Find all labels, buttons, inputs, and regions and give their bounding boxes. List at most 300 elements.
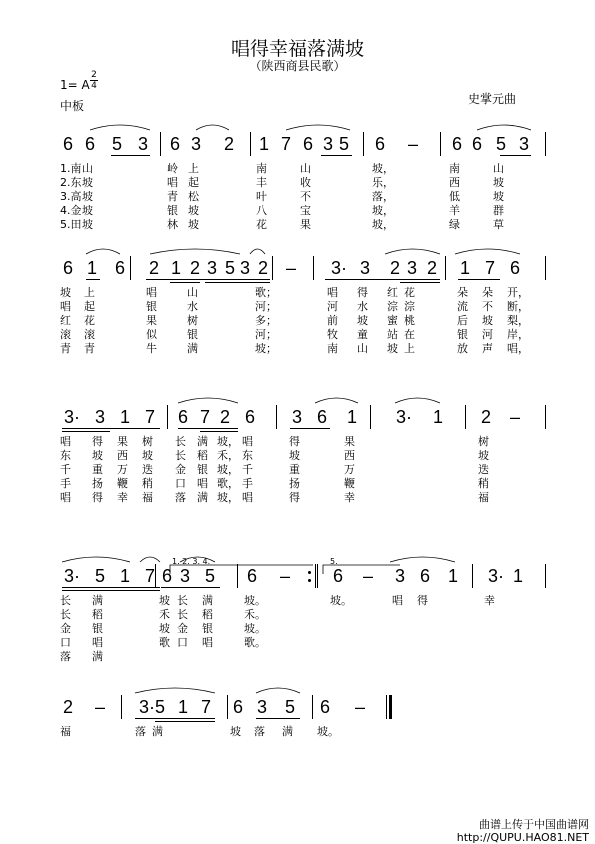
lyric-syllable: 万 bbox=[117, 463, 128, 476]
beam-underline-double bbox=[110, 590, 160, 591]
bar-line bbox=[386, 695, 387, 719]
lyric-syllable: 银 bbox=[146, 300, 157, 313]
lyric-syllable: 坡 bbox=[188, 204, 199, 217]
lyric-syllable: 似 bbox=[146, 328, 157, 341]
lyric-syllable: 岭 bbox=[167, 162, 178, 175]
lyric-syllable: 唱 bbox=[242, 491, 253, 504]
lyric-syllable: 歌； bbox=[255, 286, 277, 299]
note: 3 bbox=[518, 134, 529, 154]
lyric-syllable: 唱 bbox=[392, 594, 403, 607]
beam-underline bbox=[458, 279, 500, 280]
note: 1 bbox=[170, 258, 181, 278]
lyric-syllable: 坡 bbox=[82, 190, 93, 203]
note: 1 bbox=[432, 407, 443, 427]
lyric-syllable: 牛 bbox=[146, 342, 157, 355]
note: 7 bbox=[200, 697, 211, 717]
lyric-syllable: 放 bbox=[457, 342, 468, 355]
lyric-syllable: 重 bbox=[289, 463, 300, 476]
lyric-syllable: 稍 bbox=[142, 477, 153, 490]
lyric-syllable: 幸 bbox=[344, 491, 355, 504]
lyric-syllable: 口 bbox=[60, 636, 71, 649]
lyric-syllable: 上 bbox=[84, 286, 95, 299]
lyric-syllable: 坡， bbox=[372, 218, 394, 231]
slur bbox=[90, 125, 150, 130]
lyric-syllable: 青 bbox=[167, 190, 178, 203]
lyric-syllable: 断， bbox=[507, 300, 529, 313]
lyric-syllable: 福 bbox=[142, 491, 153, 504]
lyric-syllable: 梨， bbox=[507, 314, 529, 327]
lyric-syllable: 站 bbox=[387, 328, 398, 341]
note: 5 bbox=[284, 697, 295, 717]
lyric-syllable: 满 bbox=[187, 342, 198, 355]
lyric-syllable: 唱 bbox=[242, 435, 253, 448]
lyric-syllable: 坡 bbox=[482, 314, 493, 327]
bar-line bbox=[272, 256, 273, 280]
lyric-syllable: 长 bbox=[60, 608, 71, 621]
note: 3 bbox=[239, 258, 250, 278]
lyric-syllable: 唱 bbox=[167, 176, 178, 189]
lyric-syllable: 山 bbox=[357, 342, 368, 355]
lyric-syllable: 银 bbox=[197, 463, 208, 476]
lyric-syllable: 长 bbox=[175, 435, 186, 448]
lyric-syllable: 福 bbox=[478, 491, 489, 504]
lyric-syllable: 多； bbox=[255, 314, 277, 327]
lyric-syllable: 羊 bbox=[449, 204, 460, 217]
lyric-syllable: 千 bbox=[60, 463, 71, 476]
note: 6 bbox=[114, 258, 125, 278]
beam-underline-double bbox=[205, 282, 270, 283]
lyric-syllable: 淙 bbox=[387, 300, 398, 313]
note: 6 bbox=[62, 134, 73, 154]
note: 1 bbox=[512, 566, 523, 586]
bar-line bbox=[317, 564, 318, 588]
lyric-syllable: 南 bbox=[327, 342, 338, 355]
bar-line bbox=[250, 132, 251, 156]
lyric-syllable: 起 bbox=[188, 176, 199, 189]
bar-line bbox=[237, 564, 238, 588]
note: 3 bbox=[206, 258, 217, 278]
lyric-syllable: 坡 bbox=[92, 449, 103, 462]
lyric-syllable: 淙 bbox=[404, 300, 415, 313]
bar-line bbox=[130, 256, 131, 280]
lyric-syllable: 坡 bbox=[387, 342, 398, 355]
note: 3 bbox=[256, 697, 267, 717]
lyric-syllable: 东 bbox=[242, 449, 253, 462]
beam-underline-double bbox=[200, 431, 238, 432]
note: 6 bbox=[161, 566, 172, 586]
lyric-syllable: 唱 bbox=[197, 477, 208, 490]
note: 1 bbox=[258, 134, 269, 154]
bar-line bbox=[440, 132, 441, 156]
lyric-syllable: 山 bbox=[82, 162, 93, 175]
bar-line bbox=[545, 405, 546, 429]
lyric-syllable: 1.南 bbox=[60, 162, 82, 175]
note: 1 bbox=[447, 566, 458, 586]
bar-line bbox=[121, 695, 122, 719]
lyric-syllable: 红 bbox=[387, 286, 398, 299]
lyric-syllable: 迭 bbox=[478, 463, 489, 476]
slur bbox=[62, 557, 130, 562]
lyric-syllable: 金 bbox=[60, 622, 71, 635]
lyric-syllable: 坡， bbox=[217, 463, 239, 476]
beam-underline bbox=[86, 279, 100, 280]
lyric-syllable: 4.金 bbox=[60, 204, 82, 217]
slur bbox=[178, 398, 238, 403]
note: 5 bbox=[224, 258, 235, 278]
lyric-syllable: 河 bbox=[482, 328, 493, 341]
note: 7 bbox=[144, 566, 155, 586]
lyric-syllable: 3.高 bbox=[60, 190, 82, 203]
bar-line bbox=[370, 405, 371, 429]
lyric-syllable: 银 bbox=[92, 622, 103, 635]
lyric-syllable: 坡 bbox=[230, 725, 241, 738]
lyric-syllable: 手 bbox=[242, 477, 253, 490]
key-signature: 1= A bbox=[60, 78, 90, 92]
lyric-syllable: 满 bbox=[202, 594, 213, 607]
lyric-syllable: 得 bbox=[92, 435, 103, 448]
beam-underline bbox=[111, 155, 150, 156]
lyric-syllable: 朵 bbox=[482, 286, 493, 299]
lyric-syllable: 牧 bbox=[327, 328, 338, 341]
lyric-syllable: 水 bbox=[187, 300, 198, 313]
lyric-syllable: 禾， bbox=[217, 449, 239, 462]
slur bbox=[315, 398, 358, 403]
slur bbox=[150, 249, 240, 254]
note: 3· bbox=[330, 258, 347, 278]
note: 5 bbox=[338, 134, 349, 154]
lyric-syllable: 河； bbox=[255, 300, 277, 313]
slur bbox=[286, 125, 350, 130]
volta-second-label: 5. bbox=[330, 557, 338, 566]
lyric-syllable: 坡 bbox=[159, 594, 170, 607]
lyric-syllable: 重 bbox=[92, 463, 103, 476]
lyric-syllable: 上 bbox=[404, 342, 415, 355]
lyric-syllable: 长 bbox=[60, 594, 71, 607]
note: – bbox=[354, 697, 365, 717]
note: 6 bbox=[169, 134, 180, 154]
lyric-syllable: 坡 bbox=[289, 449, 300, 462]
lyric-syllable: 花 bbox=[256, 218, 267, 231]
beam-underline bbox=[146, 279, 270, 280]
lyric-syllable: 坡 bbox=[357, 314, 368, 327]
beam-underline bbox=[161, 587, 220, 588]
note: 1 bbox=[86, 258, 97, 278]
composer: 史掌元曲 bbox=[468, 92, 517, 106]
beam-underline bbox=[62, 587, 160, 588]
lyric-syllable: 树 bbox=[187, 314, 198, 327]
note: 1 bbox=[459, 258, 470, 278]
lyric-syllable: 八 bbox=[256, 204, 267, 217]
lyric-syllable: 宝 bbox=[300, 204, 311, 217]
lyric-syllable: 5.田 bbox=[60, 218, 82, 231]
lyric-syllable: 唱 bbox=[60, 300, 71, 313]
note: 2 bbox=[223, 134, 234, 154]
note: 5 bbox=[94, 566, 105, 586]
lyric-syllable: 满 bbox=[92, 594, 103, 607]
lyric-syllable: 滚 bbox=[84, 328, 95, 341]
lyric-syllable: 南 bbox=[449, 162, 460, 175]
slur bbox=[390, 557, 455, 562]
note: 1 bbox=[346, 407, 357, 427]
note: 1 bbox=[119, 407, 130, 427]
note: 2 bbox=[62, 697, 73, 717]
repeat-dot bbox=[308, 579, 311, 582]
lyric-syllable: 迭 bbox=[142, 463, 153, 476]
note: 3 bbox=[94, 407, 105, 427]
lyric-syllable: 流 bbox=[457, 300, 468, 313]
beam-underline bbox=[500, 155, 531, 156]
lyric-syllable: 河； bbox=[255, 328, 277, 341]
note: 3· bbox=[487, 566, 504, 586]
note: 6 bbox=[316, 407, 327, 427]
lyric-syllable: 不 bbox=[300, 190, 311, 203]
note: – bbox=[509, 407, 520, 427]
note: 3· bbox=[138, 697, 155, 717]
lyric-syllable: 坡， bbox=[217, 435, 239, 448]
lyric-syllable: 坡 bbox=[82, 218, 93, 231]
bar-line bbox=[227, 695, 228, 719]
note: – bbox=[285, 258, 296, 278]
time-signature-top: 2 bbox=[91, 70, 97, 80]
note: 3 bbox=[359, 258, 370, 278]
lyric-syllable: 坡 bbox=[142, 449, 153, 462]
beam-underline bbox=[290, 428, 330, 429]
lyric-syllable: 满 bbox=[197, 435, 208, 448]
beam-underline bbox=[178, 428, 238, 429]
lyric-syllable: 坡， bbox=[372, 162, 394, 175]
lyric-syllable: 满 bbox=[197, 491, 208, 504]
lyric-syllable: 蜜 bbox=[387, 314, 398, 327]
lyric-syllable: 扬 bbox=[92, 477, 103, 490]
lyric-syllable: 前 bbox=[327, 314, 338, 327]
lyric-syllable: 唱 bbox=[92, 636, 103, 649]
note: 6 bbox=[62, 258, 73, 278]
bar-line bbox=[312, 695, 313, 719]
lyric-syllable: 开， bbox=[507, 286, 529, 299]
beam-underline-double bbox=[170, 282, 200, 283]
lyric-syllable: 西 bbox=[344, 449, 355, 462]
note: 2 bbox=[219, 407, 230, 427]
lyric-syllable: 银 bbox=[167, 204, 178, 217]
note: 5 bbox=[154, 697, 165, 717]
note: 3 bbox=[394, 566, 405, 586]
lyric-syllable: 得 bbox=[289, 491, 300, 504]
note: 2 bbox=[480, 407, 491, 427]
lyric-syllable: 坡 bbox=[82, 204, 93, 217]
bar-line bbox=[445, 256, 446, 280]
lyric-syllable: 落 bbox=[135, 725, 146, 738]
note: 7 bbox=[144, 407, 155, 427]
beam-underline-double bbox=[400, 282, 440, 283]
tempo-marking: 中板 bbox=[60, 99, 85, 113]
bar-line bbox=[155, 564, 156, 588]
lyric-syllable: 鞭 bbox=[117, 477, 128, 490]
lyric-syllable: 坡； bbox=[255, 342, 277, 355]
note: 3· bbox=[63, 407, 80, 427]
lyric-syllable: 满 bbox=[152, 725, 163, 738]
lyric-syllable: 唱 bbox=[60, 435, 71, 448]
note: 3 bbox=[406, 258, 417, 278]
lyric-syllable: 万 bbox=[344, 463, 355, 476]
lyric-syllable: 银 bbox=[457, 328, 468, 341]
lyric-syllable: 青 bbox=[60, 342, 71, 355]
lyric-syllable: 金 bbox=[175, 463, 186, 476]
lyric-syllable: 稻 bbox=[92, 608, 103, 621]
lyric-syllable: 幸 bbox=[117, 491, 128, 504]
lyric-syllable: 唱 bbox=[202, 636, 213, 649]
beam-underline bbox=[135, 718, 215, 719]
note: 6 bbox=[374, 134, 385, 154]
lyric-syllable: 落 bbox=[254, 725, 265, 738]
beam-underline bbox=[321, 155, 352, 156]
lyric-syllable: 福 bbox=[60, 725, 71, 738]
beam-underline-double bbox=[62, 431, 110, 432]
beam-underline bbox=[62, 428, 160, 429]
lyric-syllable: 坡 bbox=[159, 622, 170, 635]
lyric-syllable: 红 bbox=[60, 314, 71, 327]
note: 5 bbox=[495, 134, 506, 154]
lyric-syllable: 低 bbox=[449, 190, 460, 203]
lyric-syllable: 声 bbox=[482, 342, 493, 355]
note: – bbox=[407, 134, 418, 154]
bar-line bbox=[160, 132, 161, 156]
note: 2 bbox=[189, 258, 200, 278]
footer-watermark: 曲谱上传于中国曲谱网 http://QUPU.HAO81.NET bbox=[456, 818, 589, 844]
lyric-syllable: 长 bbox=[177, 594, 188, 607]
lyric-syllable: 松 bbox=[188, 190, 199, 203]
lyric-syllable: 稍 bbox=[478, 477, 489, 490]
note: 3 bbox=[291, 407, 302, 427]
lyric-syllable: 唱 bbox=[146, 286, 157, 299]
lyric-syllable: 西 bbox=[117, 449, 128, 462]
time-signature-bottom: 4 bbox=[91, 81, 97, 91]
lyric-syllable: 青 bbox=[84, 342, 95, 355]
lyric-syllable: 山 bbox=[187, 286, 198, 299]
lyric-syllable: 落 bbox=[175, 491, 186, 504]
note: 3 bbox=[179, 566, 190, 586]
lyric-syllable: 唱 bbox=[60, 491, 71, 504]
bar-line bbox=[276, 405, 277, 429]
lyric-syllable: 花 bbox=[404, 286, 415, 299]
lyric-syllable: 上 bbox=[188, 162, 199, 175]
lyric-syllable: 手 bbox=[60, 477, 71, 490]
lyric-syllable: 坡 bbox=[493, 190, 504, 203]
slur bbox=[395, 398, 440, 403]
repeat-dot bbox=[308, 571, 311, 574]
lyric-syllable: 桃 bbox=[404, 314, 415, 327]
lyric-syllable: 扬 bbox=[289, 477, 300, 490]
slur bbox=[135, 688, 215, 693]
lyric-syllable: 长 bbox=[175, 449, 186, 462]
note: 6 bbox=[177, 407, 188, 427]
note: 6 bbox=[302, 134, 313, 154]
note: 2 bbox=[148, 258, 159, 278]
lyric-syllable: 鞭 bbox=[344, 477, 355, 490]
lyric-syllable: 坡 bbox=[60, 286, 71, 299]
lyric-syllable: 银 bbox=[187, 328, 198, 341]
lyric-syllable: 岸， bbox=[507, 328, 529, 341]
note: 7 bbox=[484, 258, 495, 278]
slur bbox=[385, 249, 440, 254]
lyric-syllable: 西 bbox=[449, 176, 460, 189]
lyric-syllable: 林 bbox=[167, 218, 178, 231]
lyric-syllable: 乐， bbox=[372, 176, 394, 189]
note: 2 bbox=[257, 258, 268, 278]
lyric-syllable: 树 bbox=[478, 435, 489, 448]
lyric-syllable: 群 bbox=[493, 204, 504, 217]
slur bbox=[86, 249, 120, 254]
bar-line bbox=[472, 564, 473, 588]
lyric-syllable: 叶 bbox=[256, 190, 267, 203]
lyric-syllable: 口 bbox=[177, 636, 188, 649]
lyric-syllable: 禾 bbox=[159, 608, 170, 621]
lyric-syllable: 绿 bbox=[449, 218, 460, 231]
bar-line bbox=[545, 564, 546, 588]
lyric-syllable: 收 bbox=[300, 176, 311, 189]
slur bbox=[250, 249, 265, 254]
lyric-syllable: 滚 bbox=[60, 328, 71, 341]
bar-line bbox=[167, 405, 168, 429]
lyric-syllable: 坡 bbox=[478, 449, 489, 462]
note: 6 bbox=[451, 134, 462, 154]
bar-line bbox=[545, 256, 546, 280]
note: – bbox=[94, 697, 105, 717]
lyric-syllable: 果 bbox=[146, 314, 157, 327]
lyric-syllable: 果 bbox=[344, 435, 355, 448]
lyric-syllable: 南 bbox=[256, 162, 267, 175]
bar-line bbox=[315, 564, 316, 588]
note: 7 bbox=[280, 134, 291, 154]
lyric-syllable: 得 bbox=[289, 435, 300, 448]
lyric-syllable: 坡。 bbox=[317, 725, 339, 738]
lyric-syllable: 满 bbox=[92, 650, 103, 663]
slur bbox=[196, 125, 229, 130]
beam-underline-double bbox=[155, 721, 215, 722]
lyric-syllable: 唱， bbox=[507, 342, 529, 355]
lyric-syllable: 在 bbox=[404, 328, 415, 341]
note: 3 bbox=[322, 134, 333, 154]
lyric-syllable: 起 bbox=[84, 300, 95, 313]
note: 6 bbox=[319, 697, 330, 717]
note: 6 bbox=[471, 134, 482, 154]
note: 6 bbox=[84, 134, 95, 154]
note: 5 bbox=[111, 134, 122, 154]
note: 3 bbox=[190, 134, 201, 154]
lyric-syllable: 树 bbox=[142, 435, 153, 448]
lyric-syllable: 坡 bbox=[493, 176, 504, 189]
note: 3· bbox=[63, 566, 80, 586]
bar-line bbox=[545, 132, 546, 156]
lyric-syllable: 坡。 bbox=[330, 594, 352, 607]
lyric-syllable: 稻 bbox=[202, 608, 213, 621]
lyric-syllable: 坡。 bbox=[244, 594, 266, 607]
subtitle: （陕西商县民歌） bbox=[249, 59, 346, 73]
slur bbox=[140, 557, 160, 562]
lyric-syllable: 得 bbox=[417, 594, 428, 607]
lyric-syllable: 朵 bbox=[457, 286, 468, 299]
note: 1 bbox=[177, 697, 188, 717]
lyric-syllable: 稻 bbox=[197, 449, 208, 462]
lyric-syllable: 山 bbox=[300, 162, 311, 175]
lyric-syllable: 花 bbox=[84, 314, 95, 327]
volta-first-label: 1. 2. 3. 4. bbox=[172, 557, 211, 566]
lyric-syllable: 果 bbox=[300, 218, 311, 231]
note: 1 bbox=[119, 566, 130, 586]
note: 6 bbox=[232, 697, 243, 717]
bar-line bbox=[313, 256, 314, 280]
slur bbox=[477, 125, 531, 130]
note: 6 bbox=[332, 566, 343, 586]
